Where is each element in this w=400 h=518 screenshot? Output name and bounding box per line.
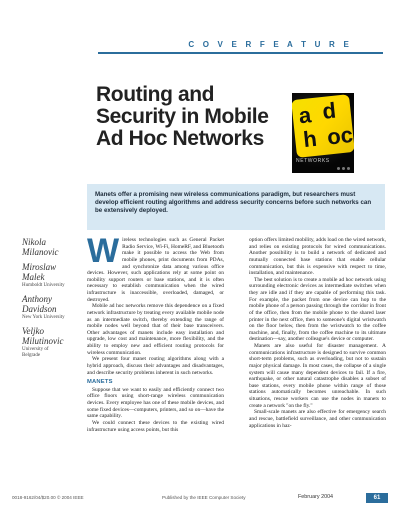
section-kicker: C O V E R F E A T U R E: [188, 40, 352, 49]
artwork-adhoc-logo: [292, 94, 354, 158]
author-entry: [22, 295, 84, 321]
page-number: 61: [366, 493, 388, 503]
artwork-letter: oc: [325, 122, 354, 150]
author-name: Nikola Milanovic: [22, 237, 59, 257]
body-paragraph: Manets are also useful for disaster management. A communications infrastructure is designed to survive common short-term problems, such as overloading, but not to sustain major physical damage. In most cases, the collapse of a single system will cause many dependent devices to fail. If a fire, earthquake, or other natural catastrophe disables a subset of base stations, every mobile phone within range of those stations automatically becomes unreachable. In such situations, rescue workers can use the nodes in manets to create a network "on the fly.": [249, 343, 386, 409]
body-paragraph: Suppose that we want to easily and efficiently connect two office floors using short-range wireless communication devices. Every employee has one of these mobile devices, and some fixed devices—computers, printers, and so on—have the same capability.: [87, 386, 224, 420]
artwork-caption: NETWORKS: [296, 158, 330, 164]
author-affiliation: New York University: [22, 315, 65, 320]
body-paragraph: ireless technologies such as General Packet Radio Service, Wi-Fi, HomeRF, and Bluetooth make it possible to access the Web from mobile phones, print documents from PDAs, and synchronize data among various office devices. However, such applications rely at some point on mobility support routers or base stations, and it is often necessary to establish communication when the wired infrastructure is inaccessible, overloaded, damaged, or destroyed.: [87, 237, 224, 303]
author-name: Veljko Milutinovic: [22, 326, 64, 346]
artwork-dots: [337, 167, 350, 170]
author-list: [22, 238, 84, 365]
header-rule: [98, 52, 383, 54]
author-name: Anthony Davidson: [22, 294, 57, 314]
artwork-letter: d: [321, 97, 338, 124]
body-paragraph: Small-scale manets are also effective for emergency search and rescue, battlefield surveillance, and other communication applications in haz-: [249, 409, 386, 429]
author-entry: [22, 263, 84, 289]
footer-publisher: Published by the IEEE Computer Society: [162, 495, 246, 500]
page-footer: [12, 493, 388, 503]
author-entry: [22, 327, 84, 359]
drop-cap: W: [87, 232, 120, 270]
footer-code: 0018-9162/04/$20.00 © 2004 IEEE: [12, 495, 84, 500]
author-affiliation: University of Belgrade: [22, 347, 49, 358]
body-paragraph: Mobile ad hoc networks remove this dependence on a fixed network infrastructure by treating every available mobile node as an intermediate switch, thereby extending the range of mobile nodes well beyond that of their base transceivers. Other advantages of manets include easy installation and upgrade, low cost and maintenance, more flexibility, and the ability to employ new and efficient routing protocols for wireless communication.: [87, 303, 224, 356]
body-column-1: [87, 232, 224, 433]
article-title: Routing and Security in Mobile Ad Hoc Networks: [96, 83, 269, 150]
body-paragraph: We present four manet routing algorithms along with a hybrid approach, discuss their advantages and disadvantages, and describe security problems inherent in such networks.: [87, 356, 224, 376]
body-paragraph: We could connect these devices to the existing wired infrastructure using access points, but this: [87, 419, 224, 433]
section-heading: MANETS: [87, 379, 113, 386]
body-column-2: [249, 237, 386, 429]
artwork-letter: h: [302, 125, 319, 153]
author-entry: [22, 238, 84, 257]
body-paragraph: option offers limited mobility, adds load on the wired network, and relies on existing protocols for wired communications. Another possibility is to build a network of dedicated and mutually connected base stations that enable cellular communication, but this is expensive with respect to time, installation, and maintenance.: [249, 237, 386, 277]
body-paragraph: The best solution is to create a mobile ad hoc network using surrounding electronic devices as intermediate switches when they are idle and if they are capable of performing this task. For example, the packet from one device can hop to the mobile phone of a person passing through the corridor in front of the office, then from the mobile phone to the shared laser printer in the next office, then to someone's digital wristwatch on the floor below, then from the wristwatch to the coffee machine, and, finally, from the coffee machine to its ultimate destination—say, another colleague's device or computer.: [249, 276, 386, 343]
artwork-letter: a: [297, 102, 313, 129]
footer-date: February 2004: [298, 494, 334, 500]
article-abstract: Manets offer a promising new wireless communications paradigm, but researchers must develop efficient routing algorithms and address security concerns before such networks can be extensively deployed.: [87, 184, 385, 230]
cover-artwork: [292, 93, 354, 173]
author-affiliation: Humboldt University: [22, 283, 65, 288]
author-name: Miroslaw Malek: [22, 262, 57, 282]
